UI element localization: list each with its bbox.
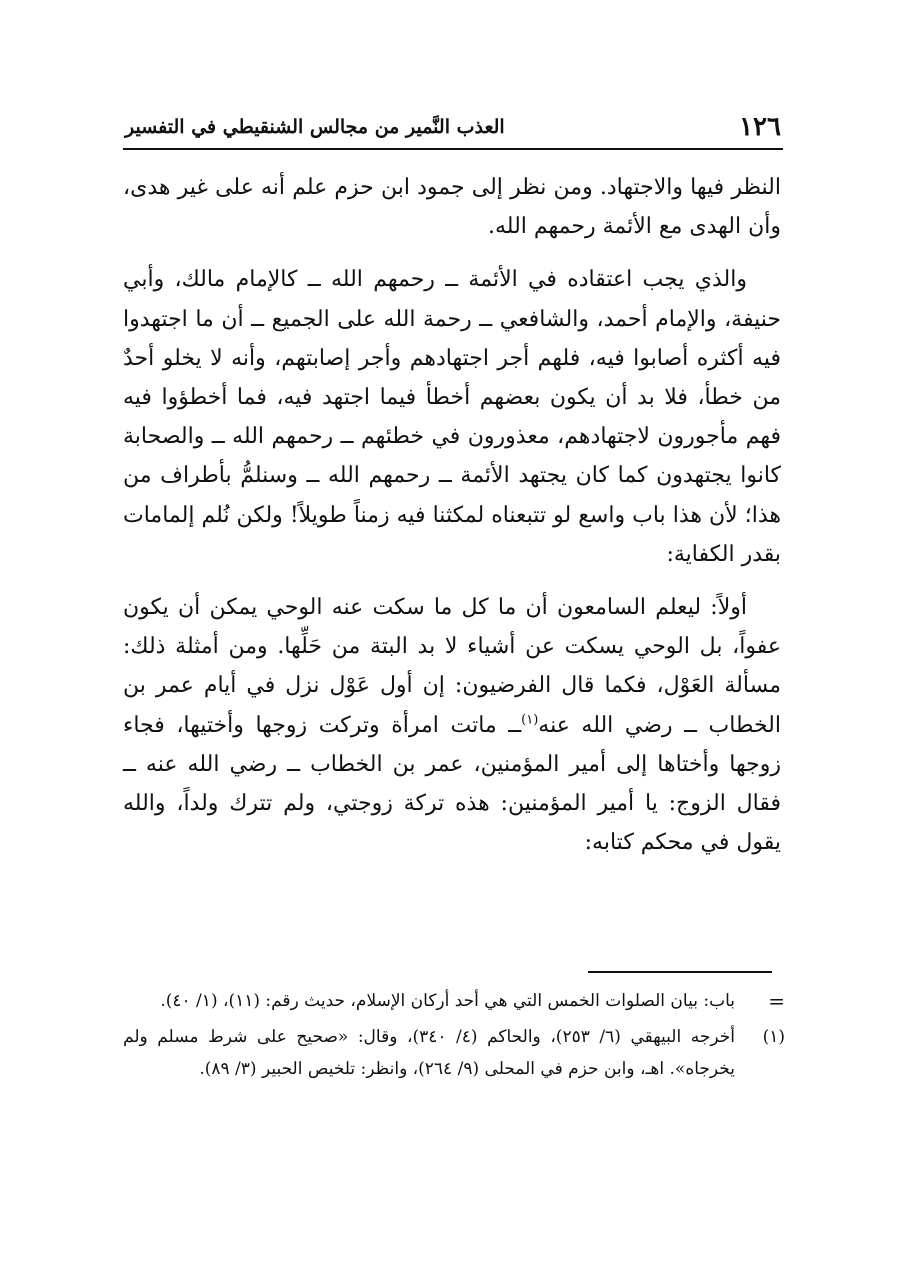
paragraph-2: والذي يجب اعتقاده في الأئمة ــ رحمهم الله ــ كالإمام مالك، وأبي حنيفة، والإمام أحمد، والشافعي ــ رحمة الله على الجميع ــ أن ما اجتهدوا فيه أكثره أصابوا فيه، فلهم أجر اجتهادهم وأجر إصابتهم، وأنه لا يخلو أحدٌ من خطأ، فلا بد أن يكون بعضهم أخطأ فيما اجتهد فيه، فما أخطؤوا فيه فهم مأجورون لاجتهادهم، معذورون في خطئهم ــ رحمهم الله ــ والصحابة كانوا يجتهدون كما كان يجتهد الأئمة ــ رحمهم الله ــ وسنلمُّ بأطراف من هذا؛ لأن هذا باب واسع لو تتبعناه لمكثنا فيه زمناً طويلاً! ولكن نُلم إلمامات بقدر الكفاية: [123, 267, 781, 567]
footnote-1 [123, 1021, 785, 1085]
footnote-continuation [123, 985, 785, 1017]
paragraph-3-end: ــ ماتت امرأة وتركت زوجها وأختيها، فجاء زوجها وأختاها إلى أمير المؤمنين، عمر بن الخطاب ــ رضي الله عنه ــ فقال الزوج: يا أمير المؤمنين: هذه تركة زوجتي، ولم تترك ولداً، والله يقول في محكم كتابه: [123, 712, 781, 856]
paragraph-3-start: أولاً: ليعلم السامعون أن ما كل ما سكت عنه الوحي يمكن أن يكون عفواً، بل الوحي يسكت عن أشياء لا بد البتة من حَلِّها. ومن أمثلة ذلك: مسألة العَوْل، فكما قال الفرضيون: إن أول عَوْل نزل في أيام عمر بن الخطاب ــ رضي الله عنه [123, 595, 781, 738]
footnote-marker: (١) [762, 1027, 785, 1047]
footnote-separator [588, 971, 772, 973]
running-title: العذب النَّمير من مجالس الشنقيطي في التفسير [125, 116, 505, 138]
paragraph-1: النظر فيها والاجتهاد. ومن نظر إلى جمود ابن حزم علم أنه على غير هدى، وأن الهدى مع الأئمة رحمهم الله. [123, 175, 781, 240]
page-header [125, 108, 781, 144]
paragraph-3 [123, 588, 781, 862]
footnotes [123, 985, 785, 1089]
footnote-text: باب: بيان الصلوات الخمس التي هي أحد أركان الإسلام، حديث رقم: (١١)، (١/ ٤٠). [160, 991, 735, 1011]
page-number: ١٢٦ [739, 112, 781, 142]
footnote-text: أخرجه البيهقي (٦/ ٢٥٣)، والحاكم (٤/ ٣٤٠)، وقال: «صحيح على شرط مسلم ولم يخرجاه». اهـ، وابن حزم في المحلى (٩/ ٢٦٤)، وانظر: تلخيص الحبير (٣/ ٨٩). [123, 1027, 735, 1079]
footnote-reference-1[interactable]: (١) [521, 712, 539, 728]
header-rule [123, 148, 783, 150]
main-text [123, 168, 781, 862]
paragraph-spacer [123, 246, 781, 260]
paragraph-spacer [123, 574, 781, 588]
footnote-continuation-marker: = [768, 989, 785, 1013]
